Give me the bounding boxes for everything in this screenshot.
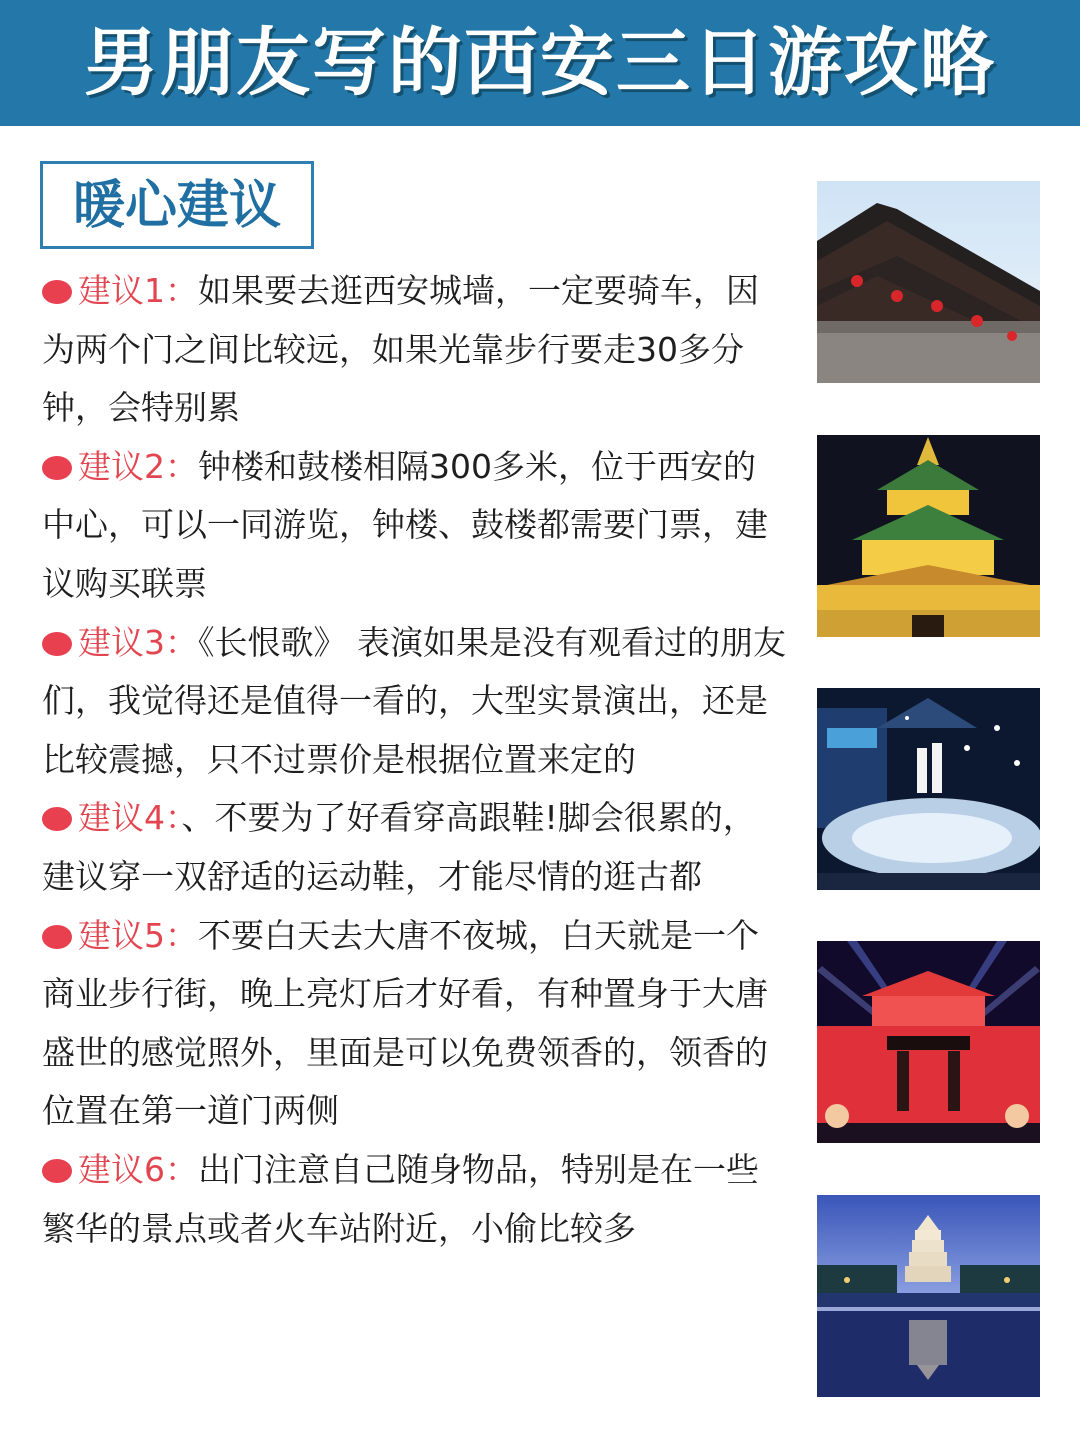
tip-label: 建议6： xyxy=(78,1149,198,1189)
show-image xyxy=(817,688,1040,890)
photo-bell-tower xyxy=(817,435,1040,637)
tip-item xyxy=(42,262,787,438)
red-dot-icon xyxy=(42,807,72,831)
bell-tower-image xyxy=(817,435,1040,637)
tip-label: 建议2： xyxy=(78,446,198,486)
photo-show xyxy=(817,688,1040,890)
red-dot-icon xyxy=(42,632,72,656)
tip-text: 出门注意自己随身物品，特别是在一些繁华的景点或者火车站附近，小偷比较多 xyxy=(42,1149,759,1248)
pagoda-image xyxy=(817,1195,1040,1397)
red-dot-icon xyxy=(42,456,72,480)
tip-label: 建议4： xyxy=(78,798,182,838)
tip-text: 《长恨歌》 表演如果是没有观看过的朋友们，我觉得还是值得一看的，大型实景演出，还是比较震撼，只不过票价是根据位置来定的 xyxy=(42,622,786,779)
tip-item xyxy=(42,907,787,1141)
tip-item xyxy=(42,438,787,614)
city-wall-image xyxy=(817,181,1040,383)
datang-city-image xyxy=(817,941,1040,1143)
red-dot-icon xyxy=(42,280,72,304)
tip-label: 建议1： xyxy=(78,271,198,310)
tip-item xyxy=(42,1141,787,1258)
photo-datang-city xyxy=(817,941,1040,1143)
photo-city-wall xyxy=(817,181,1040,383)
tip-text: 不要白天去大唐不夜城，白天就是一个商业步行街，晚上亮灯后才好看，有种置身于大唐盛世的感觉照外，里面是可以免费领香的，领香的位置在第一道门两侧 xyxy=(42,915,768,1131)
tip-item xyxy=(42,789,787,906)
tip-text: 、不要为了好看穿高跟鞋!脚会很累的，建议穿一双舒适的运动鞋，才能尽情的逛古都 xyxy=(42,798,756,896)
tip-text: 钟楼和鼓楼相隔300多米，位于西安的中心，可以一同游览，钟楼、鼓楼都需要门票，建议购买联票 xyxy=(42,446,768,603)
tip-item xyxy=(42,614,787,790)
header-banner xyxy=(0,0,1080,126)
tip-label: 建议3： xyxy=(78,622,198,662)
red-dot-icon xyxy=(42,1159,72,1183)
tips-list xyxy=(42,262,787,1258)
section-title-box xyxy=(40,161,314,249)
page-title: 男朋友写的西安三日游攻略 xyxy=(84,20,996,106)
section-title: 暖心建议 xyxy=(72,176,281,236)
red-dot-icon xyxy=(42,925,72,949)
tip-text: 如果要去逛西安城墙，一定要骑车，因为两个门之间比较远，如果光靠步行要走30多分钟，会特别累 xyxy=(42,271,759,428)
tip-label: 建议5： xyxy=(78,915,198,955)
photo-pagoda xyxy=(817,1195,1040,1397)
